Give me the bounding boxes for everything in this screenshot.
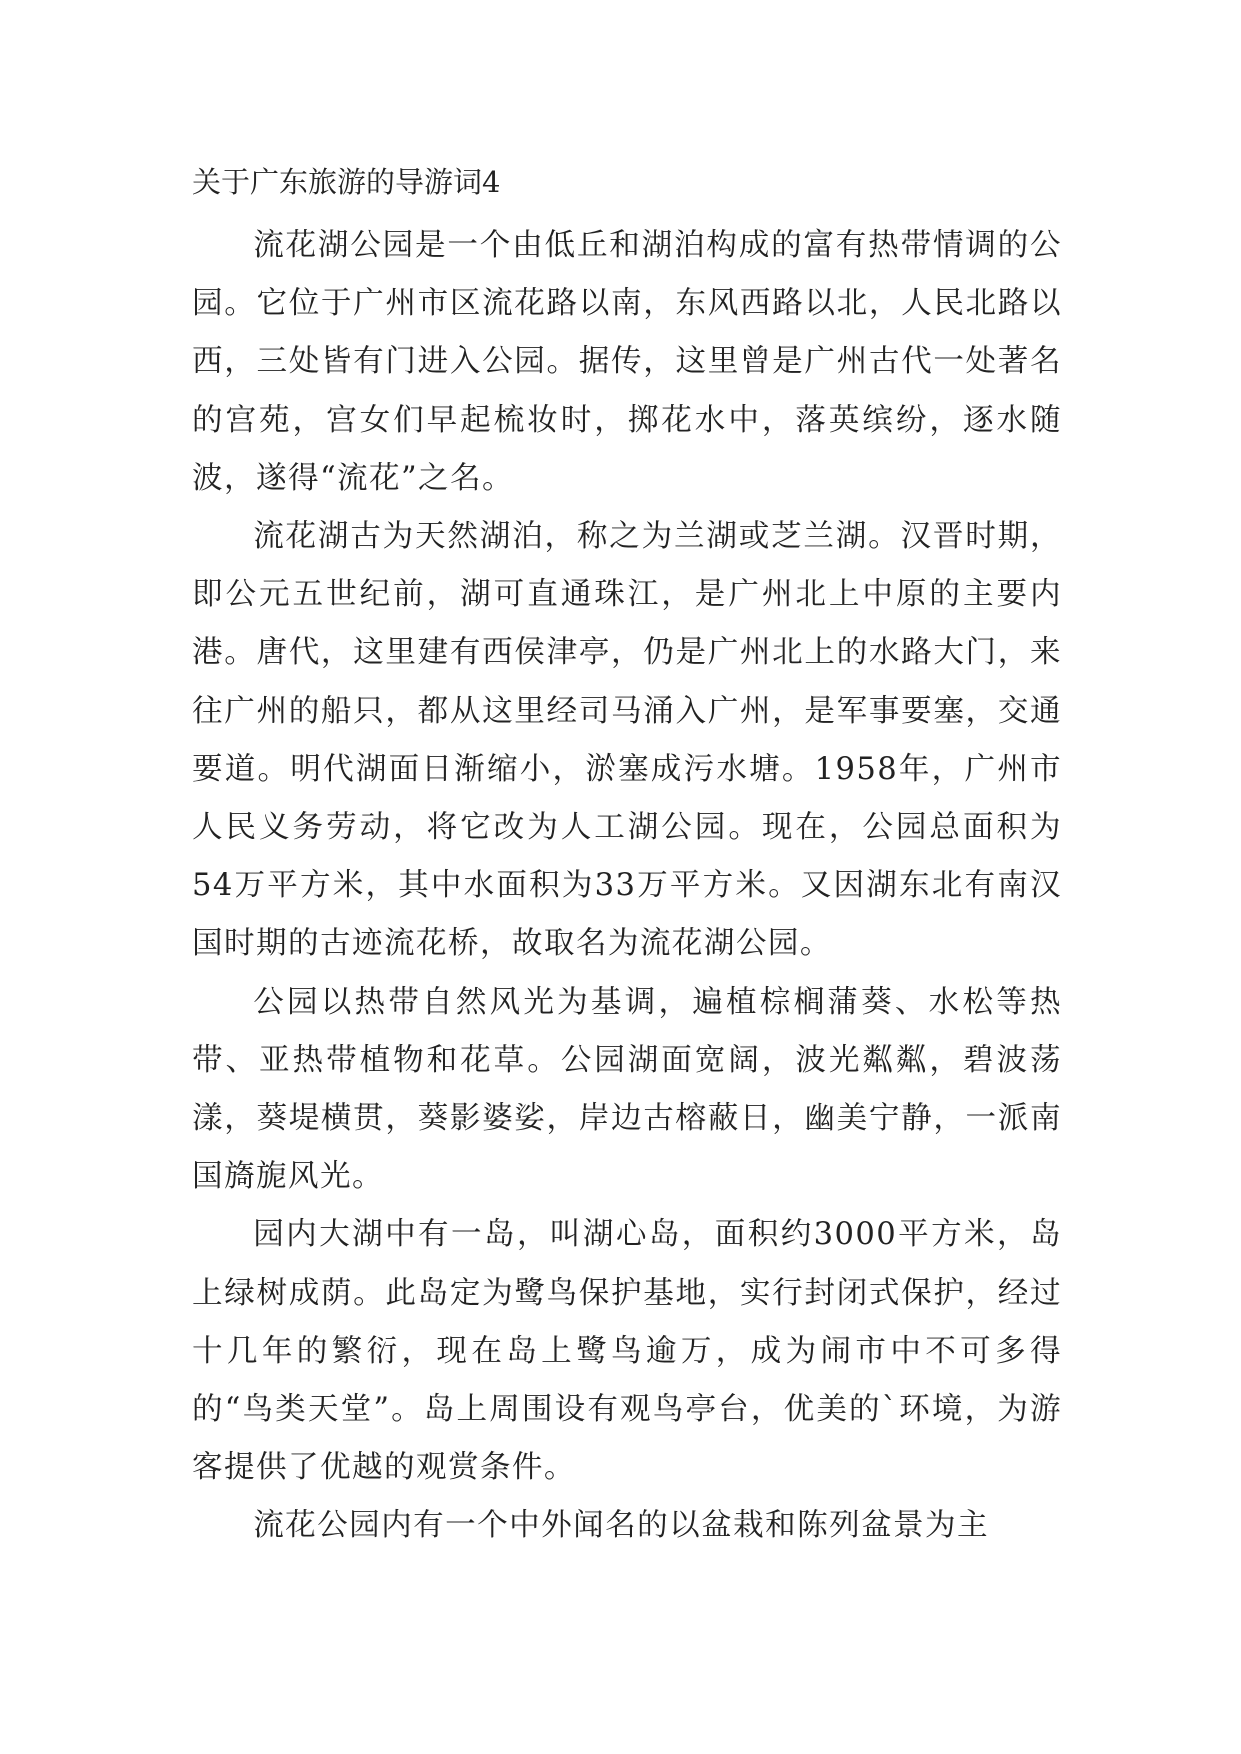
paragraph: 流花公园内有一个中外闻名的以盆栽和陈列盆景为主 bbox=[253, 1508, 990, 1544]
document-body bbox=[192, 217, 1062, 1556]
paragraph: 园内大湖中有一岛，叫湖心岛，面积约3000平方米，岛上绿树成荫。此岛定为鹭鸟保护基地，实行封闭式保护，经过十几年的繁衍，现在岛上鹭鸟逾万，成为闹市中不可多得的“鸟类天堂”。岛上周围设有观鸟亭台，优美的`环境，为游客提供了优越的观赏条件。 bbox=[192, 1217, 1062, 1486]
paragraph: 流花湖古为天然湖泊，称之为兰湖或芝兰湖。汉晋时期，即公元五世纪前，湖可直通珠江，是广州北上中原的主要内港。唐代，这里建有西侯津亭，仍是广州北上的水路大门，来往广州的船只，都从这里经司马涌入广州，是军事要塞，交通要道。明代湖面日渐缩小，淤塞成污水塘。1958年，广州市人民义务劳动，将它改为人工湖公园。现在，公园总面积为54万平方米，其中水面积为33万平方米。又因湖东北有南汉国时期的古迹流花桥，故取名为流花湖公园。 bbox=[192, 519, 1062, 962]
document-title: 关于广东旅游的导游词4 bbox=[192, 165, 501, 199]
paragraph: 流花湖公园是一个由低丘和湖泊构成的富有热带情调的公园。它位于广州市区流花路以南，东风西路以北，人民北路以西，三处皆有门进入公园。据传，这里曾是广州古代一处著名的宫苑，宫女们早起梳妆时，掷花水中，落英缤纷，逐水随波，遂得“流花”之名。 bbox=[192, 228, 1062, 496]
paragraph: 公园以热带自然风光为基调，遍植棕榈蒲葵、水松等热带、亚热带植物和花草。公园湖面宽阔，波光粼粼，碧波荡漾，葵堤横贯，葵影婆娑，岸边古榕蔽日，幽美宁静，一派南国旖旎风光。 bbox=[192, 984, 1062, 1195]
